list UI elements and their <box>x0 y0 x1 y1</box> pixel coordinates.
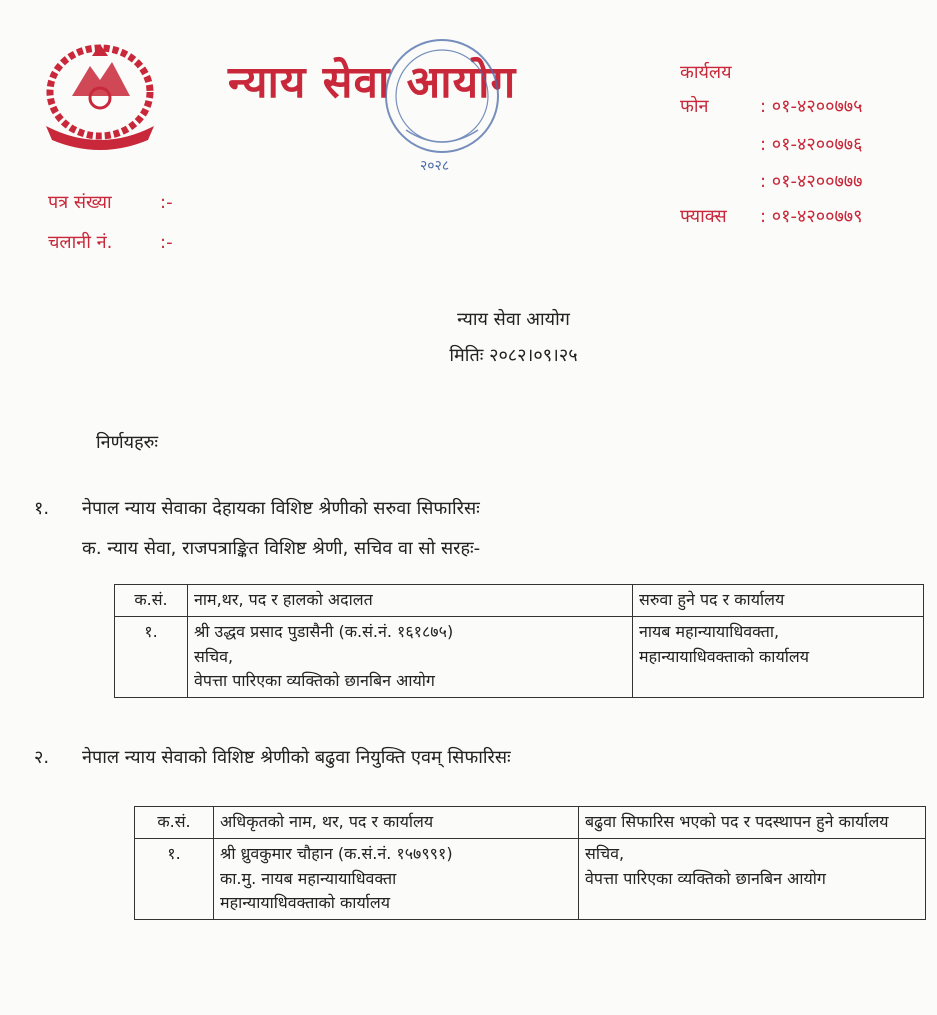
phone-label: फोन <box>680 96 709 117</box>
body-organization: न्याय सेवा आयोग <box>457 309 570 330</box>
fax-number: : ०१-४२००७७९ <box>760 206 863 227</box>
officer-post: का.मु. नायब महान्यायाधिवक्ता <box>220 868 397 888</box>
table-row <box>135 838 926 919</box>
transfer-table <box>114 584 924 698</box>
name-cell <box>214 838 579 919</box>
column-header: अधिकृतको नाम, थर, पद र कार्यालय <box>214 807 579 839</box>
officer-post: सचिव, <box>194 646 234 666</box>
table-header-row <box>115 585 924 617</box>
dispatch-label: चलानी नं. <box>48 232 113 253</box>
phone-number: : ०१-४२००७७५ <box>760 96 863 117</box>
national-emblem-icon <box>38 36 162 152</box>
destination-post: नायब महान्यायाधिवक्ता, <box>639 621 780 641</box>
column-header: क.सं. <box>135 807 214 839</box>
serial-cell: १. <box>115 616 188 697</box>
serial-cell: १. <box>135 838 214 919</box>
officer-office: महान्यायाधिवक्ताको कार्यालय <box>220 893 390 913</box>
reference-label: पत्र संख्या <box>48 192 112 213</box>
phone-row-1 <box>680 94 863 118</box>
phone-row-2 <box>680 132 863 156</box>
decision-subitem: क. न्याय सेवा, राजपत्राङ्कित विशिष्ट श्रेणी, सचिव वा सो सरहः- <box>82 538 481 559</box>
dispatch-value: :- <box>160 232 173 253</box>
name-cell <box>188 616 633 697</box>
destination-office: महान्यायाधिवक्ताको कार्यालय <box>639 646 809 666</box>
phone-number: : ०१-४२००७७७ <box>760 171 863 192</box>
item-number: १. <box>34 498 50 519</box>
promotion-table <box>134 806 926 920</box>
item-number: २. <box>34 747 50 768</box>
phone-row-3 <box>680 169 863 193</box>
reference-value: :- <box>160 192 173 213</box>
item-text: नेपाल न्याय सेवाको विशिष्ट श्रेणीको बढुवा नियुक्ति एवम् सिफारिसः <box>82 747 511 768</box>
decisions-heading: निर्णयहरुः <box>96 432 159 453</box>
officer-office: वेपत्ता पारिएका व्यक्तिको छानबिन आयोग <box>194 671 435 691</box>
table-header-row <box>135 807 926 839</box>
phone-number: : ०१-४२००७७६ <box>760 134 863 155</box>
officer-name: श्री ध्रुवकुमार चौहान (क.सं.नं. १५७९९१) <box>220 843 453 863</box>
seal-year: २०२८ <box>420 158 450 174</box>
destination-office: वेपत्ता पारिएका व्यक्तिको छानबिन आयोग <box>585 868 826 888</box>
column-header: क.सं. <box>115 585 188 617</box>
reference-number <box>48 190 173 214</box>
organization-title: न्याय सेवा आयोग <box>228 57 517 108</box>
decision-item-2 <box>34 745 511 769</box>
fax-label: फ्याक्स <box>680 206 727 227</box>
table-row <box>115 616 924 697</box>
document-date: मितिः २०८२।०९।२५ <box>449 345 578 366</box>
dispatch-number <box>48 230 173 254</box>
officer-name: श्री उद्धव प्रसाद पुडासैनी (क.सं.नं. १६१८७५) <box>194 621 454 641</box>
fax-row <box>680 204 863 228</box>
column-header: बढुवा सिफारिस भएको पद र पदस्थापन हुने कार्यालय <box>579 807 926 839</box>
decision-item-1 <box>34 496 480 520</box>
office-label: कार्यलय <box>680 62 732 83</box>
destination-cell <box>633 616 924 697</box>
destination-post: सचिव, <box>585 843 625 863</box>
column-header: सरुवा हुने पद र कार्यालय <box>633 585 924 617</box>
destination-cell <box>579 838 926 919</box>
item-text: नेपाल न्याय सेवाका देहायका विशिष्ट श्रेणीको सरुवा सिफारिसः <box>82 498 480 519</box>
column-header: नाम,थर, पद र हालको अदालत <box>188 585 633 617</box>
